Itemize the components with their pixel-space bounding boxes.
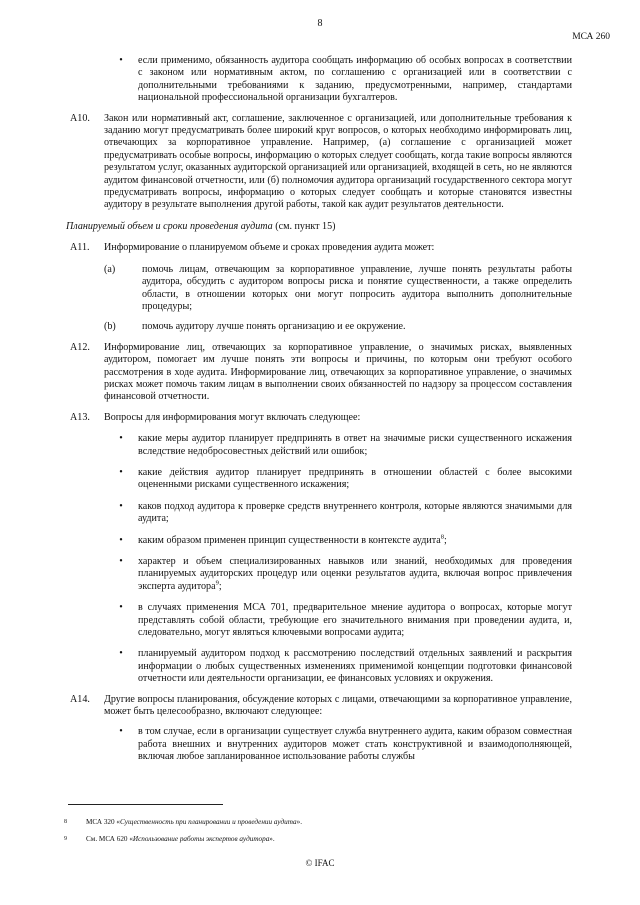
bullet-item — [104, 467, 572, 492]
paragraph-a10 — [70, 113, 572, 212]
document-code: МСА 260 — [572, 32, 610, 42]
paragraph-text: Информирование о планируемом объеме и сроках проведения аудита может: — [104, 242, 435, 254]
bullet-text — [138, 556, 572, 593]
bullet-icon: • — [119, 726, 123, 738]
bullet-text: в том случае, если в организации существует служба внутреннего аудита, каким образом совместная работа внешних и внутренних аудиторов может стать конструктивной и взаимодополняющей, включая любое запланированное использование работы службы — [138, 726, 572, 763]
paragraph-a11 — [70, 242, 572, 254]
list-item-a — [104, 264, 572, 314]
bullet-text-end: ; — [218, 580, 222, 592]
paragraph-text: Вопросы для информирования могут включать следующее: — [104, 411, 361, 423]
section-heading-title: Планируемый объем и сроки проведения аудита — [66, 220, 273, 232]
bullet-item — [104, 556, 572, 593]
footnote-ref-8: 8 — [440, 533, 444, 541]
footnote-8 — [64, 818, 584, 828]
page-number: 8 — [317, 18, 323, 29]
bullet-item — [104, 433, 572, 458]
bullet-icon: • — [119, 500, 123, 512]
footnote-mark: 9 — [64, 835, 67, 842]
footnote-title: Использование работы экспертов аудитора — [132, 834, 270, 843]
section-heading-reference: (см. пункт 15) — [272, 220, 336, 232]
footnote-text — [86, 818, 584, 828]
list-item-text: помочь аудитору лучше понять организацию и ее окружение. — [142, 321, 406, 333]
paragraph-text: Информирование лиц, отвечающих за корпоративное управление, о значимых рисках, выявленных аудитором, помогает им лучше понять эти вопросы и причины, по которым они требуют особого рассмотрения в ходе аудита. Информирование лиц, отвечающих за корпоративное управление, о значимых рисках может помочь таким лицам в выполнении своих обязанностей по надзору за процессом составления финансовой отчетности. — [104, 341, 572, 403]
list-item-text: помочь лицам, отвечающим за корпоративное управление, лучше понять результаты работы аудитора, обсудить с аудитором вопросы риска и понятие существенности, а также определить области, в отношении которых они могут попросить аудитора выполнить дополнительные процедуры; — [142, 263, 572, 312]
page-footer: © IFAC — [305, 858, 335, 868]
page-content — [66, 55, 573, 764]
bullet-icon: • — [119, 55, 123, 66]
bullet-text: каков подход аудитора к проверке средств внутреннего контроля, которые являются значимыми для аудита; — [138, 500, 572, 525]
bullet-icon: • — [119, 556, 123, 567]
bullet-item — [104, 501, 572, 526]
bullet-icon: • — [119, 534, 123, 546]
list-item-b — [104, 321, 572, 333]
paragraph-a14 — [70, 694, 572, 719]
paragraph-a12 — [70, 342, 572, 404]
paragraph-number: A13. — [70, 411, 90, 423]
footnote-text — [86, 835, 584, 845]
footnote-title: Существенность при планировании и проведении аудита — [120, 818, 297, 826]
bullet-text: если применимо, обязанность аудитора сообщать информацию об особых вопросах в соответствии с законом или нормативным актом, по соглашению с организацией или в соответствии с дополнительными требованиями к заданию, предусмотренными, например, стандартами национальной профессиональной организации бухгалтеров. — [138, 55, 572, 104]
footnote-ref-9: 9 — [215, 579, 219, 587]
top-bullet-item — [104, 55, 572, 105]
bullet-text: какие меры аудитор планирует предпринять в ответ на значимые риски существенного искажения вследствие недобросовестных действий или ошибок; — [138, 433, 572, 457]
bullet-text: в случаях применения МСА 701, предварительное мнение аудитора о вопросах, которые могут представлять собой области, требующие его значительного внимания при проведении аудита, и, следовательно, могут являться ключевыми вопросами аудита; — [138, 602, 572, 639]
bullet-text-end: ; — [444, 534, 447, 546]
bullet-icon: • — [119, 648, 123, 660]
footnote-divider — [68, 804, 223, 805]
bullet-text-body: каким образом применен принцип существенности в контексте аудита — [138, 534, 441, 546]
bullet-item — [104, 726, 572, 763]
section-heading — [66, 221, 572, 233]
bullet-icon: • — [119, 602, 123, 614]
paragraph-number: A14. — [70, 693, 90, 705]
footnote-prefix: См. МСА 620 « — [86, 834, 133, 843]
bullet-text-body: характер и объем специализированных навыков или знаний, необходимых для проведения планируемых аудиторских процедур или оценки результатов аудита, включая вопрос привлечения эксперта аудитора — [138, 556, 572, 592]
paragraph-number: A10. — [70, 112, 90, 124]
paragraph-text: Закон или нормативный акт, соглашение, заключенное с организацией, или дополнительные требования к заданию могут предусматривать более широкий круг вопросов, о которых необходимо информировать лиц, отвечающих за корпоративное управление. Например, (а) соглашение с организацией может предусматривать особые вопросы, информацию о которых следует сообщать, когда такие вопросы являются результатом услуг, оказанных аудиторской организацией или организацией, входящей в сеть, но не являются аудитом финансовой отчетности, или (б) полномочия аудитора организаций государственного сектора могут предусматривать вопросы, информацию о которых следует сообщать и которые становятся известны аудитору в результате выполнения другой работы, такой как аудит результатов деятельности. — [104, 112, 573, 211]
footnote-suffix: ». — [269, 834, 275, 843]
paragraph-text: Другие вопросы планирования, обсуждение которых с лицами, отвечающими за корпоративное управление, может быть целесообразно, включают следующее: — [104, 693, 572, 718]
paragraph-a13 — [70, 412, 572, 424]
footnote-mark: 8 — [64, 819, 67, 825]
footnote-9 — [64, 835, 584, 845]
footnote-suffix: ». — [296, 818, 303, 826]
paragraph-number: A12. — [70, 341, 90, 353]
list-item-mark: (b) — [104, 321, 116, 333]
paragraph-number: A11. — [70, 242, 90, 254]
bullet-text: планируемый аудитором подход к рассмотрению последствий отдельных заявлений и раскрытия информации о любых существенных изменениях применимой концепции подготовки финансовой отчетности или деятельности организации, ее финансовых условиях и окружения. — [138, 648, 572, 685]
footnote-prefix: МСА 320 « — [86, 818, 120, 826]
list-item-mark: (a) — [104, 263, 116, 275]
bullet-text: какие действия аудитор планирует предпринять в отношении областей с более высокими оцененными рисками существенного искажения; — [138, 466, 572, 491]
bullet-item — [104, 535, 572, 547]
bullet-item — [104, 648, 572, 685]
bullet-icon: • — [119, 466, 123, 478]
bullet-item — [104, 602, 572, 639]
bullet-text — [138, 535, 572, 547]
bullet-icon: • — [119, 433, 123, 445]
footnotes — [64, 818, 584, 851]
